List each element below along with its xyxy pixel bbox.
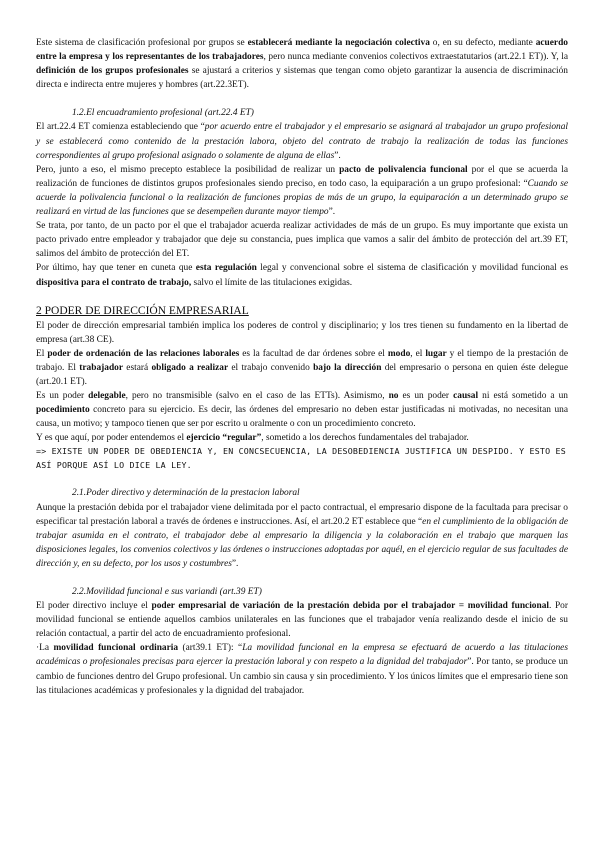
heading-encuadramiento: 1.2.El encuadramiento profesional (art.22.4 ET) xyxy=(72,108,254,119)
document-page xyxy=(36,36,568,698)
paragraph-delegable: Es un poder delegable, pero no transmisible (salvo en el caso de las ETTs). Asimismo, no es un poder causal ni está sometido a un pocedimiento concreto para su ejercicio. Es decir, las órdenes del empresario no deben estar justificadas ni motivadas, no necesitan una causa, un motivo; y tampoco tienen que ser por escrito u oralmente o con un procedimiento concreto. xyxy=(36,391,568,430)
paragraph-pacto: Se trata, por tanto, de un pacto por el que el trabajador acuerda realizar actividades de más de un grupo. Es muy importante que exista un pacto privado entre empleador y trabajador que deje su constancia, pues implica que vamos a salir del ámbito de protección del art.39 ET, salimos del ámbito de protección del ET. xyxy=(36,221,568,260)
paragraph-movilidad: El poder directivo incluye el poder empresarial de variación de la prestación debida por el trabajador = movilidad funcional. Por movilidad funcional se entiende aquellos cambios unilaterales en las funciones que el trabajador venía realizando desde el inicio de su relación contactual, a partir del acto de encuadramiento profesional. xyxy=(36,601,568,640)
paragraph-dispositiva: Por último, hay que tener en cuneta que esta regulación legal y convencional sobre el sistema de clasificación y movilidad funcional es dispositiva para el contrato de trabajo, salvo el límite de las titulaciones exigidas. xyxy=(36,263,568,288)
paragraph-obediencia: => EXISTE UN PODER DE OBEDIENCIA Y, EN CONCSECUENCIA, LA DESOBEDIENCIA JUSTIFICA UN DESPIDO. Y ESTO ES ASÍ PORQUE ASÍ LO DICE LA LEY. xyxy=(36,446,566,470)
heading-movilidad-funcional: 2.2.Movilidad funcional e sus variandi (art.39 ET) xyxy=(72,587,262,597)
paragraph-polivalencia: Pero, junto a eso, el mismo precepto establece la posibilidad de realizar un pacto de polivalencia funcional por el que se acuerda la realización de funciones de distintos grupos profesionales siendo preciso, en todo caso, la equiparación a un grupo profesional: “Cuando se acuerde la polivalencia funcional o la realización de funciones propias de más de un grupo, la equiparación a un determinado grupo se realizará en virtud de las funciones que se desempeñen durante mayor tiempo”. xyxy=(36,164,569,218)
paragraph-art22-4: El art.22.4 ET comienza estableciendo que “por acuerdo entre el trabajador y el empresario se asignará al trabajador un grupo profesional y se establecerá como contenido de la prestación labora, objeto del contrato de trabajo la realización de todas las funciones correspondientes al grupo profesional asignado o solamente de alguna de ellas”. xyxy=(36,122,568,161)
paragraph-movilidad-ordinaria: ·La movilidad funcional ordinaria (art39.1 ET): “La movilidad funcional en la empresa se efectuará de acuerdo a las titulaciones académicas o profesionales precisas para ejercer la prestación laboral y con respeto a la dignidad del trabajador”. Por tanto, se produce un cambio de funciones dentro del Grupo profesional. Un cambio sin causa y sin procedimiento. Y los únicos límites que el empresario tiene son las titulaciones académicas y profesionales y la dignidad del trabajador. xyxy=(36,643,568,696)
heading-poder-directivo: 2.1.Poder directivo y determinación de la prestacion laboral xyxy=(72,488,300,499)
paragraph-clasificacion: Este sistema de clasificación profesional por grupos se establecerá mediante la negociación colectiva o, en su defecto, mediante acuerdo entre la empresa y los representantes de los trabajadores, pero nunca mediante convenios colectivos extraestatutarios (art.22.1 ET)). Y, la definición de los grupos profesionales se ajustará a criterios y sistemas que tengan como objeto garantizar la ausencia de discriminación directa e indirecta entre mujeres y hombres (art.22.3ET). xyxy=(36,38,568,91)
paragraph-art20-2: Aunque la prestación debida por el trabajador viene delimitada por el pacto contractual, el empresario dispone de la facultada para precisar o especificar tal prestación laboral a través de órdenes e instrucciones. Así, el art.20.2 ET establece que “en el cumplimiento de la obligación de trabajar asumida en el contrato, el trabajador debe al empresario la diligencia y la colaboración en el trabajo que marquen las disposiciones legales, los convenios colectivos y las órdenes o instrucciones adoptadas por aquél, en el ejercicio regular de sus facultades de dirección y, en su defecto, por los usos y costumbres”. xyxy=(36,502,568,569)
heading-poder-direccion: 2 PODER DE DIRECCIÓN EMPRESARIAL xyxy=(36,304,249,317)
paragraph-ordenacion: El poder de ordenación de las relaciones laborales es la facultad de dar órdenes sobre el modo, el lugar y el tiempo de la prestación de trabajo. El trabajador estará obligado a realizar el trabajo convenido bajo la dirección del empresario o persona en quien éste delegue (art.20.1 ET). xyxy=(36,348,568,387)
paragraph-ejercicio-regular: Y es que aquí, por poder entendemos el ejercicio “regular”, sometido a los derechos fundamentales del trabajador. xyxy=(36,433,469,444)
paragraph-poder-direccion: El poder de dirección empresarial también implica los poderes de control y disciplinario; y los tres tienen su fundamento en la libertad de empresa (art.38 CE). xyxy=(36,320,568,345)
